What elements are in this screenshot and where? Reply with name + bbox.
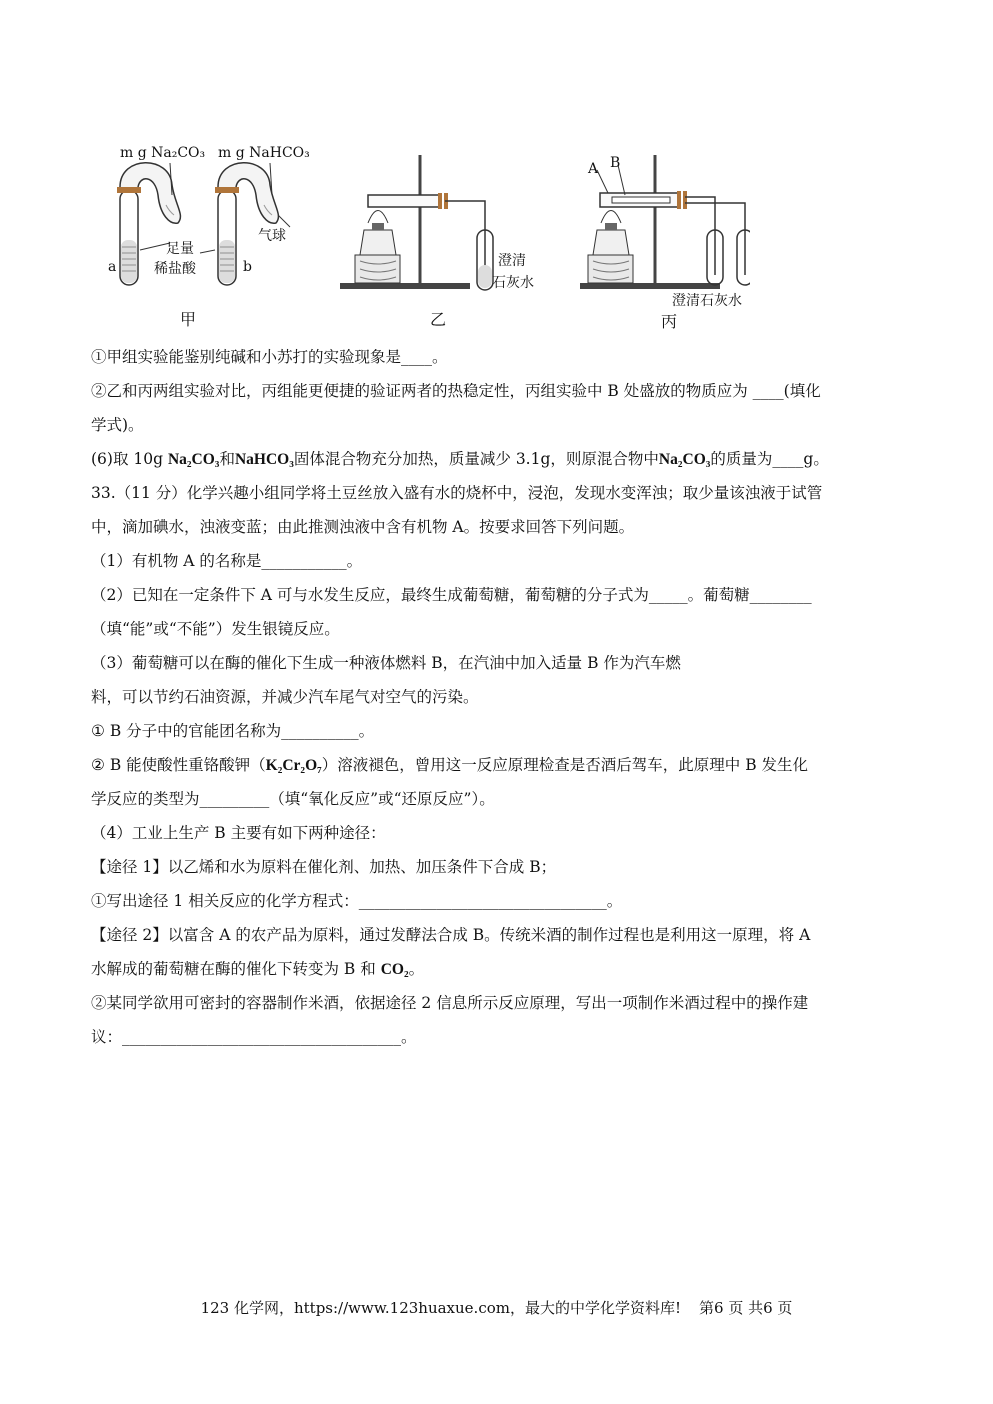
q33-stem-1: 33.（11 分）化学兴趣小组同学将土豆丝放入盛有水的烧杯中，浸泡，发现水变浑浊；取少量该浊液于试管 [91, 484, 823, 502]
line-q6 [91, 442, 906, 476]
q33-part3-c: ① B 分子中的官能团名称为__________。 [91, 722, 375, 740]
q6-chem-nahco3: NaHCO₃ [234, 451, 294, 468]
line-jia-phenomenon: ①甲组实验能鉴别纯碱和小苏打的实验现象是____。 [91, 348, 448, 366]
yi-apparatus [340, 155, 534, 329]
yi-caption: 乙 [430, 310, 447, 329]
q33-part2-b: （填“能”或“不能”）发生银镜反应。 [91, 620, 340, 638]
q33-part2-a: （2）已知在一定条件下 A 可与水发生反应，最终生成葡萄糖，葡萄糖的分子式为_____。葡萄糖________ [91, 586, 812, 604]
jia-balloon-label: 气球 [258, 228, 286, 244]
r2b-chem-co2: CO₂ [380, 961, 409, 978]
q33-part3-b: 料，可以节约石油资源，并减少汽车尾气对空气的污染。 [91, 688, 479, 706]
jia-left-reagent: m g Na₂CO₃ [120, 145, 206, 161]
jia-apparatus [108, 145, 310, 329]
jia-tube-a-label: a [108, 259, 117, 275]
jia-acid-line2: 稀盐酸 [154, 261, 196, 277]
q6-mid2: 固体混合物充分加热，质量减少 3.1g，则原混合物中 [293, 450, 659, 468]
bing-label-B: B [610, 155, 621, 171]
p3d-post: ）溶液褪色，曾用这一反应原理检查是否酒后驾车，此原理中 B 发生化 [321, 756, 809, 774]
bing-apparatus [580, 155, 750, 331]
bing-caption: 丙 [661, 312, 678, 331]
q33-part1: （1）有机物 A 的名称是___________。 [91, 552, 363, 570]
q33-part3-e: 学反应的类型为_________（填“氧化反应”或“还原反应”）。 [91, 790, 495, 808]
jia-right-reagent: m g NaHCO₃ [218, 145, 310, 161]
p3d-chem-k2cr2o7: K₂Cr₂O₇ [265, 757, 322, 774]
r2b-post: 。 [408, 960, 425, 978]
route2-b [91, 952, 906, 986]
experiment-figure [100, 135, 750, 335]
route1: 【途径 1】以乙烯和水为原料在催化剂、加热、加压条件下合成 B； [91, 858, 557, 876]
jia-caption: 甲 [180, 310, 197, 329]
q6-chem-na2co3-2: Na₂CO₃ [658, 451, 711, 468]
p3d-pre: ② B 能使酸性重铬酸钾（ [91, 756, 266, 774]
page-footer [0, 1297, 993, 1318]
q33-part4: （4）工业上生产 B 主要有如下两种途径： [91, 824, 386, 842]
yi-limewater-line1: 澄清 [498, 253, 526, 269]
bing-limewater: 澄清石灰水 [672, 293, 742, 309]
line-bing-substance: ②乙和丙两组实验对比，丙组能更便捷的验证两者的热稳定性，丙组实验中 B 处盛放的物质应为 ____(填化 [91, 382, 821, 400]
question-text [91, 340, 906, 1054]
route2-question-a: ②某同学欲用可密封的容器制作米酒，依据途径 2 信息所示反应原理，写出一项制作米酒过程中的操作建 [91, 994, 809, 1012]
q6-post: 的质量为____g。 [710, 450, 829, 468]
q33-part3-d [91, 748, 906, 782]
apparatus-diagram [100, 135, 750, 335]
q6-mid1: 和 [219, 450, 235, 468]
q6-pre: (6)取 10g [91, 450, 168, 468]
route2-question-b: 议：____________________________________。 [91, 1028, 417, 1046]
line-bing-substance-cont: 学式)。 [91, 416, 144, 434]
q6-chem-na2co3: Na₂CO₃ [167, 451, 220, 468]
footer-page-number: 第6 页 共6 页 [699, 1299, 793, 1317]
q33-part3-a: （3）葡萄糖可以在酶的催化下生成一种液体燃料 B，在汽油中加入适量 B 作为汽车燃 [91, 654, 681, 672]
r2b-pre: 水解成的葡萄糖在酶的催化下转变为 B 和 [91, 960, 381, 978]
route1-question: ①写出途径 1 相关反应的化学方程式：________________________________。 [91, 892, 623, 910]
route2-a: 【途径 2】以富含 A 的农产品为原料，通过发酵法合成 B。传统米酒的制作过程也是利用这一原理，将 A [91, 926, 811, 944]
footer-site-text: 123 化学网，https://www.123huaxue.com，最大的中学化学资料库! [200, 1299, 682, 1317]
jia-acid-line1: 足量 [166, 241, 194, 257]
jia-tube-b-label: b [243, 259, 252, 275]
bing-label-A: A [588, 161, 599, 177]
q33-stem-2: 中，滴加碘水，浊液变蓝；由此推测浊液中含有机物 A。按要求回答下列问题。 [91, 518, 635, 536]
yi-limewater-line2: 石灰水 [492, 275, 534, 291]
